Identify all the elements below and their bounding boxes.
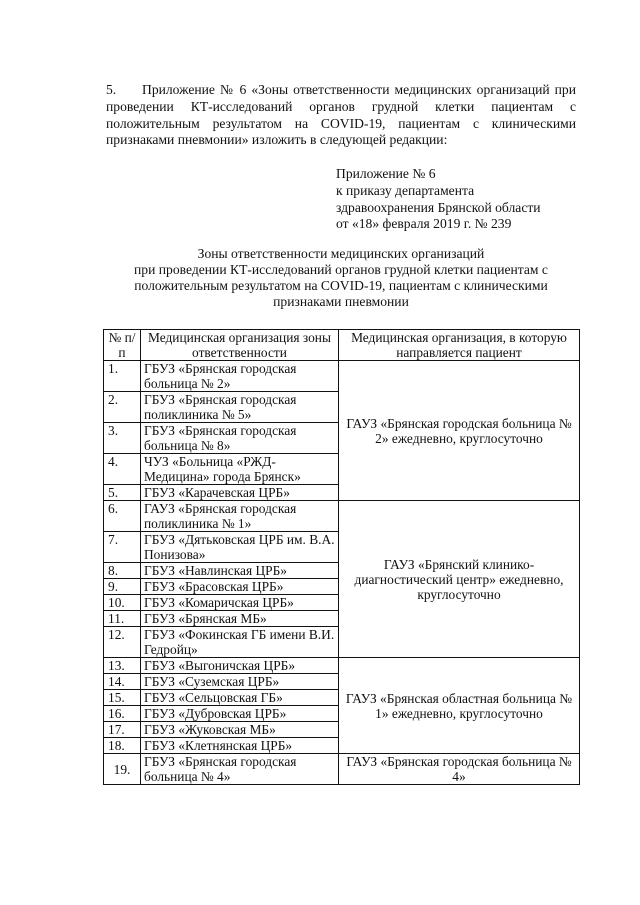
amendment-paragraph [106, 82, 576, 149]
row-org: ГБУЗ «Клетнянская ЦРБ» [141, 738, 339, 754]
title-line: признаками пневмонии [273, 294, 409, 309]
row-org: ГБУЗ «Выгоничская ЦРБ» [141, 658, 339, 674]
row-org: ГБУЗ «Дубровская ЦРБ» [141, 706, 339, 722]
row-org: ГБУЗ «Карачевская ЦРБ» [141, 485, 339, 501]
appendix-line: к приказу департамента [336, 182, 475, 198]
target-org-cell: ГАУЗ «Брянская городская больница № 2» ежедневно, круглосуточно [339, 361, 580, 501]
row-org: ГБУЗ «Брянская городская больница № 8» [141, 423, 339, 454]
title-line: при проведении КТ-исследований органов грудной клетки пациентам с [134, 262, 548, 277]
row-number: 1. [104, 361, 141, 392]
row-number: 2. [104, 392, 141, 423]
row-number: 19. [104, 754, 141, 785]
row-org: ГБУЗ «Брянская МБ» [141, 611, 339, 627]
row-org: ГБУЗ «Брасовская ЦРБ» [141, 579, 339, 595]
row-org: ГБУЗ «Суземская ЦРБ» [141, 674, 339, 690]
row-number: 4. [104, 454, 141, 485]
row-org: ГБУЗ «Комаричская ЦРБ» [141, 595, 339, 611]
paragraph-number: 5. [106, 82, 117, 97]
row-number: 8. [104, 563, 141, 579]
row-org: ГАУЗ «Брянская городская поликлиника № 1» [141, 501, 339, 532]
table-row [104, 501, 580, 532]
row-number: 15. [104, 690, 141, 706]
paragraph-text: Приложение № 6 «Зоны ответственности медицинских организаций при проведении КТ-исследований органов грудной клетки пациентам с положительным результатом на COVID-19, пациентам с клиническими признаками пневмонии» изложить в следующей редакции: [106, 82, 576, 148]
row-number: 17. [104, 722, 141, 738]
table-row [104, 361, 580, 392]
table-row [104, 754, 580, 785]
row-number: 14. [104, 674, 141, 690]
appendix-header [336, 166, 576, 233]
row-org: ГБУЗ «Навлинская ЦРБ» [141, 563, 339, 579]
appendix-line: от «18» февраля 2019 г. № 239 [336, 216, 512, 232]
target-org-cell: ГАУЗ «Брянская городская больница № 4» [339, 754, 580, 785]
col-header-target-org: Медицинская организация, в которую направляется пациент [339, 330, 580, 361]
title-line: положительным результатом на COVID-19, пациентам с клиническими [134, 278, 548, 293]
target-org-cell: ГАУЗ «Брянская областная больница № 1» ежедневно, круглосуточно [339, 658, 580, 754]
appendix-line: здравоохранения Брянской области [336, 199, 541, 215]
row-org: ГБУЗ «Брянская городская больница № 2» [141, 361, 339, 392]
row-org: ГБУЗ «Брянская городская поликлиника № 5» [141, 392, 339, 423]
row-number: 11. [104, 611, 141, 627]
row-number: 7. [104, 532, 141, 563]
row-org: ГБУЗ «Жуковская МБ» [141, 722, 339, 738]
row-org: ГБУЗ «Фокинская ГБ имени В.И. Гедройц» [141, 627, 339, 658]
title-line: Зоны ответственности медицинских организаций [197, 246, 485, 261]
row-number: 3. [104, 423, 141, 454]
col-header-zone-org: Медицинская организация зоны ответственности [141, 330, 339, 361]
row-org: ГБУЗ «Сельцовская ГБ» [141, 690, 339, 706]
row-number: 12. [104, 627, 141, 658]
col-header-number: № п/п [104, 330, 141, 361]
responsibility-table [103, 329, 580, 785]
row-number: 10. [104, 595, 141, 611]
row-number: 18. [104, 738, 141, 754]
row-number: 6. [104, 501, 141, 532]
document-title [106, 246, 576, 310]
table-header-row [104, 330, 580, 361]
appendix-line: Приложение № 6 [336, 166, 436, 181]
row-number: 16. [104, 706, 141, 722]
row-org: ЧУЗ «Больница «РЖД-Медицина» города Брянск» [141, 454, 339, 485]
table-row [104, 658, 580, 674]
row-org: ГБУЗ «Брянская городская больница № 4» [141, 754, 339, 785]
row-org: ГБУЗ «Дятьковская ЦРБ им. В.А. Понизова» [141, 532, 339, 563]
row-number: 5. [104, 485, 141, 501]
target-org-cell: ГАУЗ «Брянский клинико-диагностический центр» ежедневно, круглосуточно [339, 501, 580, 658]
row-number: 9. [104, 579, 141, 595]
row-number: 13. [104, 658, 141, 674]
